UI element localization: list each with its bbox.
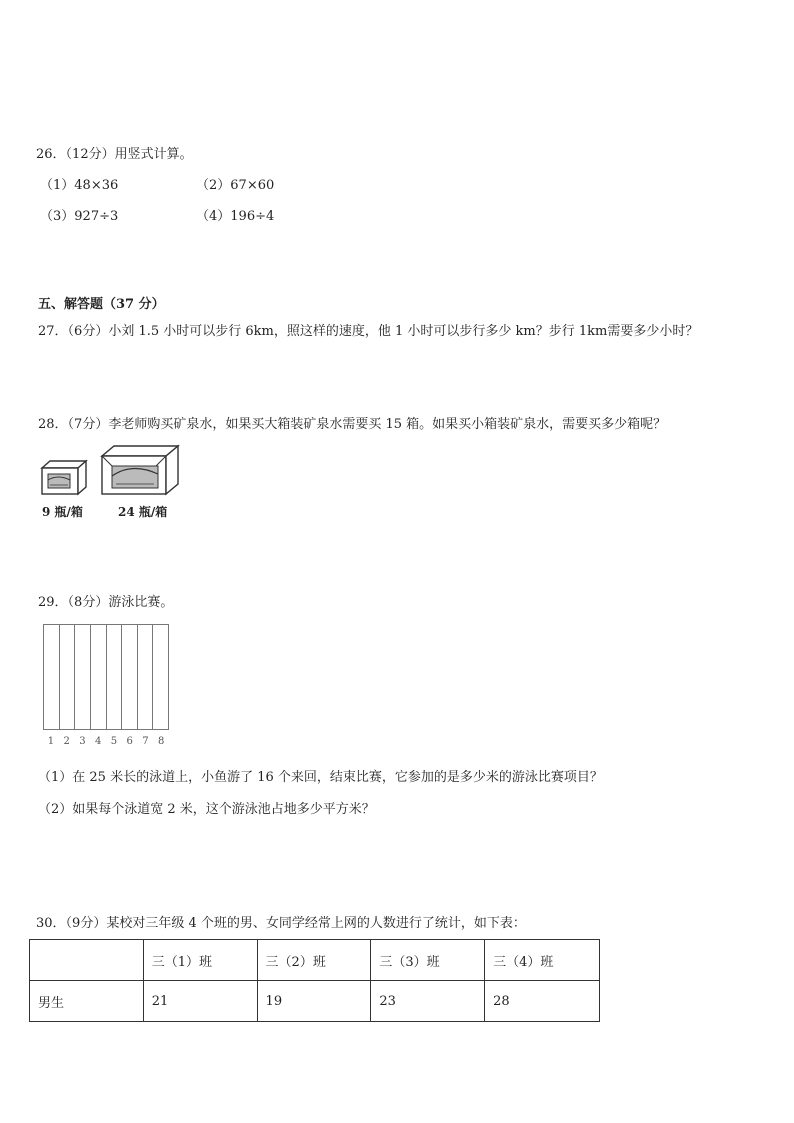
q26-item-1: （1）48×36 (40, 178, 119, 193)
large-box-label: 24 瓶/箱 (118, 505, 168, 519)
lane-number: 5 (110, 736, 118, 747)
q26-item-3: （3）927÷3 (40, 209, 119, 224)
pool-lane (44, 625, 60, 729)
lane-number: 7 (142, 736, 149, 747)
pool-lane (60, 625, 76, 729)
table-cell: 28 (485, 981, 600, 1022)
table-cell: 21 (143, 981, 257, 1022)
pool-lane (91, 625, 107, 729)
q26-item-4: （4）196÷4 (196, 209, 275, 224)
table-header-cell: 三（1）班 (143, 940, 257, 981)
table-cell: 19 (257, 981, 371, 1022)
q29-sub2: （2）如果每个泳道宽 2 米，这个游泳池占地多少平方米？ (38, 802, 375, 817)
q28-text: 28．（7分）李老师购买矿泉水，如果买大箱装矿泉水需要买 15 箱。如果买小箱装矿泉水，需要买多少箱呢？ (38, 417, 667, 432)
q26-item-2: （2）67×60 (196, 178, 275, 193)
q30-text: 30．（9分）某校对三年级 4 个班的男、女同学经常上网的人数进行了统计，如下表： (36, 916, 526, 931)
lane-number: 8 (157, 736, 165, 747)
table-header-row (30, 940, 600, 981)
table-header-cell: 三（2）班 (257, 940, 371, 981)
table-row (30, 981, 600, 1022)
pool-lane (107, 625, 123, 729)
swimming-pool-diagram (43, 624, 169, 730)
pool-lane (138, 625, 154, 729)
large-box-icon (98, 442, 180, 498)
q27-text: 27．（6分）小刘 1.5 小时可以步行 6km，照这样的速度，他 1 小时可以步行多少 km？步行 1km需要多少小时？ (38, 324, 699, 339)
lane-number: 6 (126, 736, 133, 747)
stats-table (29, 939, 600, 1022)
pool-lane (122, 625, 138, 729)
section5-title: 五、解答题（37 分） (38, 297, 165, 312)
small-box-label: 9 瓶/箱 (42, 505, 83, 519)
lane-number: 1 (47, 736, 55, 747)
small-box-icon (38, 458, 90, 498)
table-header-cell: 三（3）班 (371, 940, 485, 981)
table-header-cell: 三（4）班 (485, 940, 600, 981)
pool-lane (153, 625, 168, 729)
table-corner-cell (30, 940, 144, 981)
lane-number: 2 (63, 736, 70, 747)
q29-title: 29．（8分）游泳比赛。 (38, 595, 174, 610)
q29-sub1: （1）在 25 米长的泳道上，小鱼游了 16 个来回，结束比赛，它参加的是多少米的游泳比赛项目？ (38, 770, 603, 785)
pool-lane (75, 625, 91, 729)
q26-title: 26．（12分）用竖式计算。 (36, 147, 193, 162)
lane-number: 3 (79, 736, 86, 747)
lane-numbers (43, 736, 169, 747)
table-row-label: 男生 (30, 981, 144, 1022)
lane-number: 4 (94, 736, 102, 747)
table-cell: 23 (371, 981, 485, 1022)
